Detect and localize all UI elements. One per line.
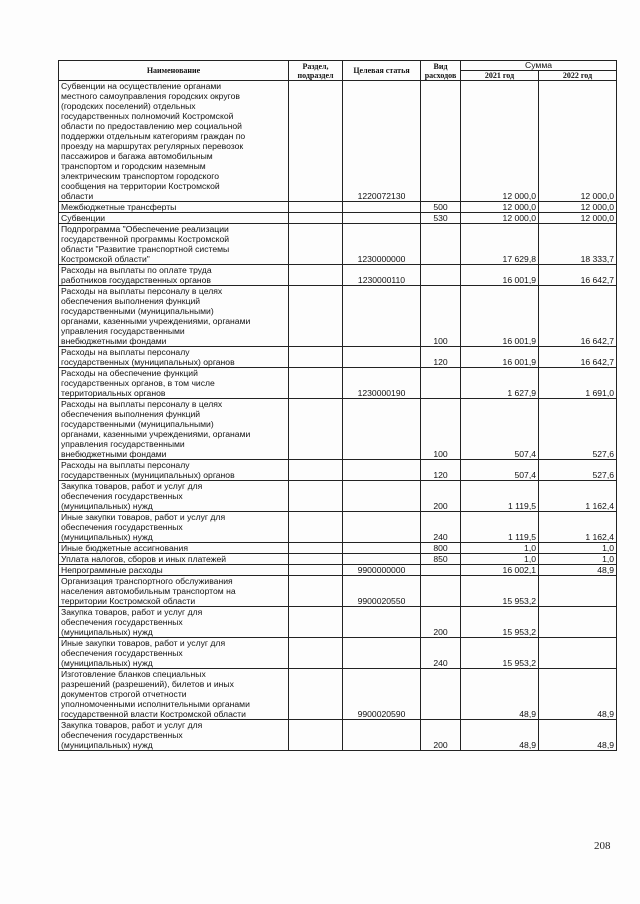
table-row — [59, 720, 617, 751]
row-name-cell: Закупка товаров, работ и услуг для обеспечения государственных (муниципальных) нужд — [59, 607, 289, 638]
row-type-cell: 200 — [421, 481, 461, 512]
row-target-cell — [343, 460, 421, 481]
row-2022-cell: 16 642,7 — [539, 265, 617, 286]
row-2022-cell: 12 000,0 — [539, 81, 617, 202]
table-row — [59, 512, 617, 543]
table-row — [59, 368, 617, 399]
header-type: Вид расходов — [421, 61, 461, 81]
row-name-cell: Иные бюджетные ассигнования — [59, 543, 289, 554]
row-name-cell: Расходы на выплаты персоналу в целях обеспечения выполнения функций государственными (муниципальными) органами, казенными учреждениями, органами управления государственными внебюджетными фондами — [59, 286, 289, 347]
table-row — [59, 638, 617, 669]
header-name: Наименование — [59, 61, 289, 81]
row-type-cell: 500 — [421, 202, 461, 213]
row-section-cell — [289, 481, 343, 512]
row-section-cell — [289, 565, 343, 576]
row-2022-cell: 1 691,0 — [539, 368, 617, 399]
row-2021-cell: 16 001,9 — [461, 347, 539, 368]
header-2022: 2022 год — [539, 71, 617, 81]
row-2022-cell: 48,9 — [539, 565, 617, 576]
row-type-cell: 100 — [421, 286, 461, 347]
row-2021-cell: 12 000,0 — [461, 213, 539, 224]
row-target-cell: 9900020550 — [343, 576, 421, 607]
row-2021-cell: 15 953,2 — [461, 638, 539, 669]
row-target-cell — [343, 638, 421, 669]
row-name-cell: Расходы на выплаты персоналу государственных (муниципальных) органов — [59, 460, 289, 481]
row-name-cell: Межбюджетные трансферты — [59, 202, 289, 213]
row-2022-cell: 16 642,7 — [539, 286, 617, 347]
row-section-cell — [289, 607, 343, 638]
table-row — [59, 213, 617, 224]
row-2021-cell: 16 001,9 — [461, 286, 539, 347]
row-type-cell — [421, 265, 461, 286]
row-target-cell — [343, 607, 421, 638]
row-name-cell: Расходы на выплаты по оплате труда работников государственных органов — [59, 265, 289, 286]
row-2022-cell: 527,6 — [539, 399, 617, 460]
row-target-cell — [343, 554, 421, 565]
row-section-cell — [289, 202, 343, 213]
row-target-cell: 1230000000 — [343, 224, 421, 265]
row-name-cell: Организация транспортного обслуживания населения автомобильным транспортом на территории Костромской области — [59, 576, 289, 607]
budget-table — [58, 60, 617, 751]
row-section-cell — [289, 720, 343, 751]
table-row — [59, 669, 617, 720]
row-target-cell: 9900000000 — [343, 565, 421, 576]
header-2021: 2021 год — [461, 71, 539, 81]
row-type-cell: 240 — [421, 512, 461, 543]
table-row — [59, 224, 617, 265]
row-section-cell — [289, 460, 343, 481]
row-2022-cell: 1 162,4 — [539, 512, 617, 543]
row-section-cell — [289, 554, 343, 565]
row-type-cell — [421, 224, 461, 265]
row-name-cell: Расходы на выплаты персоналу в целях обеспечения выполнения функций государственными (муниципальными) органами, казенными учреждениями, органами управления государственными внебюджетными фондами — [59, 399, 289, 460]
row-type-cell: 850 — [421, 554, 461, 565]
table-row — [59, 607, 617, 638]
row-target-cell — [343, 213, 421, 224]
row-2021-cell: 48,9 — [461, 720, 539, 751]
row-2022-cell: 18 333,7 — [539, 224, 617, 265]
row-name-cell: Расходы на обеспечение функций государственных органов, в том числе территориальных органов — [59, 368, 289, 399]
table-header-row — [59, 61, 617, 71]
row-2021-cell: 507,4 — [461, 460, 539, 481]
row-target-cell: 9900020590 — [343, 669, 421, 720]
row-2021-cell: 15 953,2 — [461, 576, 539, 607]
row-2021-cell: 16 001,9 — [461, 265, 539, 286]
row-target-cell — [343, 512, 421, 543]
header-target: Целевая статья — [343, 61, 421, 81]
row-2021-cell: 1,0 — [461, 543, 539, 554]
row-target-cell: 1220072130 — [343, 81, 421, 202]
table-row — [59, 460, 617, 481]
table-row — [59, 265, 617, 286]
row-section-cell — [289, 286, 343, 347]
row-2021-cell: 1,0 — [461, 554, 539, 565]
row-2021-cell: 48,9 — [461, 669, 539, 720]
row-target-cell — [343, 481, 421, 512]
row-2021-cell: 15 953,2 — [461, 607, 539, 638]
row-type-cell — [421, 669, 461, 720]
row-type-cell: 800 — [421, 543, 461, 554]
table-row — [59, 286, 617, 347]
row-section-cell — [289, 347, 343, 368]
table-row — [59, 576, 617, 607]
row-section-cell — [289, 265, 343, 286]
row-type-cell — [421, 565, 461, 576]
row-2021-cell: 12 000,0 — [461, 202, 539, 213]
row-2022-cell: 48,9 — [539, 720, 617, 751]
row-name-cell: Субвенции на осуществление органами местного самоуправления городских округов (городских поселений) отдельных государственных полномочий Костромской области по предоставлению мер социальной поддержки отдельным категориям граждан по проезду на маршрутах регулярных перевозок пассажиров и багажа автомобильным транспортом и городским наземным электрическим транспортом городского сообщения на территории Костромской области — [59, 81, 289, 202]
row-section-cell — [289, 81, 343, 202]
row-type-cell — [421, 576, 461, 607]
row-type-cell: 240 — [421, 638, 461, 669]
row-2021-cell: 17 629,8 — [461, 224, 539, 265]
table-row — [59, 481, 617, 512]
row-type-cell: 200 — [421, 607, 461, 638]
table-body — [59, 81, 617, 751]
row-2022-cell: 1 162,4 — [539, 481, 617, 512]
row-target-cell — [343, 399, 421, 460]
row-name-cell: Уплата налогов, сборов и иных платежей — [59, 554, 289, 565]
row-target-cell: 1230000190 — [343, 368, 421, 399]
row-2022-cell: 12 000,0 — [539, 202, 617, 213]
row-name-cell: Субвенции — [59, 213, 289, 224]
row-target-cell: 1230000110 — [343, 265, 421, 286]
row-type-cell: 530 — [421, 213, 461, 224]
row-section-cell — [289, 399, 343, 460]
row-2021-cell: 12 000,0 — [461, 81, 539, 202]
row-section-cell — [289, 368, 343, 399]
row-2021-cell: 1 119,5 — [461, 481, 539, 512]
row-type-cell: 200 — [421, 720, 461, 751]
row-target-cell — [343, 720, 421, 751]
row-section-cell — [289, 543, 343, 554]
row-2022-cell: 12 000,0 — [539, 213, 617, 224]
row-section-cell — [289, 576, 343, 607]
row-section-cell — [289, 512, 343, 543]
row-target-cell — [343, 286, 421, 347]
row-2022-cell: 527,6 — [539, 460, 617, 481]
table-row — [59, 202, 617, 213]
row-type-cell: 100 — [421, 399, 461, 460]
row-2022-cell — [539, 576, 617, 607]
row-2022-cell — [539, 638, 617, 669]
row-2022-cell: 16 642,7 — [539, 347, 617, 368]
row-name-cell: Иные закупки товаров, работ и услуг для обеспечения государственных (муниципальных) нужд — [59, 512, 289, 543]
table-row — [59, 347, 617, 368]
table-row — [59, 565, 617, 576]
header-section: Раздел, подраздел — [289, 61, 343, 81]
row-section-cell — [289, 669, 343, 720]
row-type-cell: 120 — [421, 347, 461, 368]
row-2022-cell: 1,0 — [539, 543, 617, 554]
row-name-cell: Расходы на выплаты персоналу государственных (муниципальных) органов — [59, 347, 289, 368]
table-row — [59, 543, 617, 554]
row-section-cell — [289, 213, 343, 224]
row-type-cell — [421, 368, 461, 399]
row-section-cell — [289, 224, 343, 265]
row-2021-cell: 16 002,1 — [461, 565, 539, 576]
row-2021-cell: 1 627,9 — [461, 368, 539, 399]
page-number: 208 — [594, 840, 611, 852]
row-section-cell — [289, 638, 343, 669]
table-row — [59, 81, 617, 202]
row-name-cell: Изготовление бланков специальных разрешений (разрешений), билетов и иных документов строгой отчетности уполномоченными исполнительными органами государственной власти Костромской области — [59, 669, 289, 720]
row-name-cell: Закупка товаров, работ и услуг для обеспечения государственных (муниципальных) нужд — [59, 481, 289, 512]
row-2022-cell — [539, 607, 617, 638]
table-row — [59, 554, 617, 565]
row-2022-cell: 48,9 — [539, 669, 617, 720]
row-name-cell: Непрограммные расходы — [59, 565, 289, 576]
row-name-cell: Подпрограмма "Обеспечение реализации государственной программы Костромской области "Развитие транспортной системы Костромской области" — [59, 224, 289, 265]
row-type-cell — [421, 81, 461, 202]
row-type-cell: 120 — [421, 460, 461, 481]
header-sum: Сумма — [461, 61, 617, 71]
row-2022-cell: 1,0 — [539, 554, 617, 565]
row-target-cell — [343, 543, 421, 554]
row-2021-cell: 507,4 — [461, 399, 539, 460]
row-target-cell — [343, 202, 421, 213]
row-target-cell — [343, 347, 421, 368]
row-2021-cell: 1 119,5 — [461, 512, 539, 543]
table-row — [59, 399, 617, 460]
row-name-cell: Иные закупки товаров, работ и услуг для обеспечения государственных (муниципальных) нужд — [59, 638, 289, 669]
row-name-cell: Закупка товаров, работ и услуг для обеспечения государственных (муниципальных) нужд — [59, 720, 289, 751]
